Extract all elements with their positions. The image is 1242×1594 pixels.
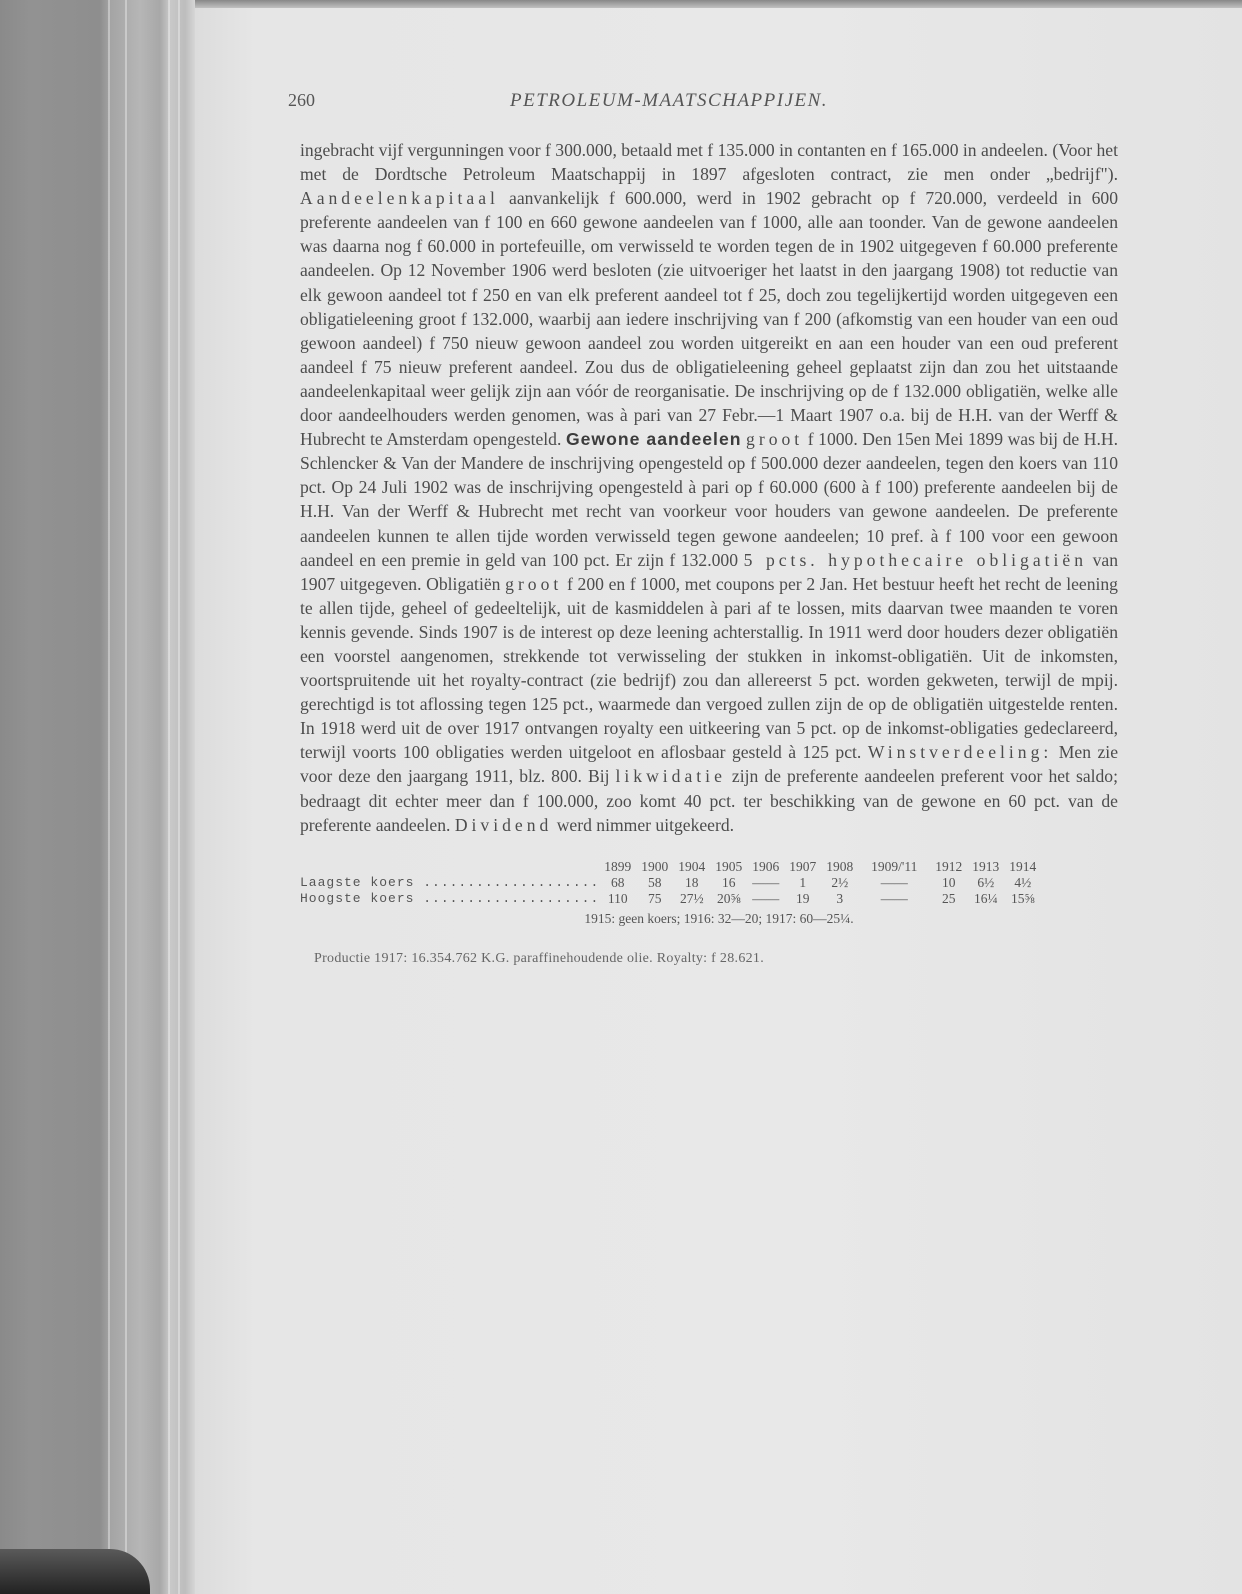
- year-header: 1912: [935, 858, 963, 874]
- page-edge-line: [125, 0, 127, 1594]
- table-cell: 10: [942, 874, 956, 890]
- table-cell: 27½: [679, 890, 704, 906]
- book-spine-edge: [0, 0, 195, 1594]
- term-aandeelenkapitaal: Aandeelenkapitaal: [300, 188, 499, 209]
- year-header: 1908: [826, 858, 854, 874]
- page-edge-line: [178, 0, 180, 1594]
- text-run: ingebracht vijf vergunningen voor f 300.000, betaald met f 135.000 in contanten en f 165.000 in andeelen. (Voor het met de Dordtsche Petroleum Maatschappij in 1897 afgesloten contract, zie men onder „bedrijf").: [300, 140, 1118, 185]
- page-header: [288, 86, 1118, 126]
- table-cell: 16: [722, 874, 736, 890]
- body-paragraph: [300, 138, 1118, 837]
- text-run: van 1907 uitgegeven. Obligatiën: [300, 549, 1118, 594]
- text-run: Men zie voor deze den jaargang 1911, blz. 800. Bij: [300, 742, 1118, 787]
- table-cell: 15⅝: [1010, 890, 1035, 906]
- text-run: zijn de preferente aandeelen preferent voor het saldo; bedraagt dit echter meer dan f 100.000, zoo komt 40 pct. ter beschikking van de gewone en 60 pct. van de preferente aandeelen.: [300, 766, 1118, 835]
- running-title: PETROLEUM-MAATSCHAPPIJEN.: [510, 90, 829, 111]
- table-cell: 4½: [1014, 874, 1032, 890]
- year-header: 1905: [715, 858, 743, 874]
- term-dividend: Dividend: [454, 814, 553, 835]
- page-edge-line: [108, 0, 110, 1594]
- table-row: [300, 875, 1041, 891]
- year-header: 1913: [972, 858, 1000, 874]
- term-likwidatie: likwidatie: [615, 766, 726, 787]
- table-cell: ——: [752, 890, 780, 906]
- table-cell: 2½: [831, 874, 849, 890]
- koers-table: [300, 859, 1041, 907]
- term-hypothecaire-obligatien: 5 pcts. hypothecaire obligatiën: [743, 549, 1088, 570]
- table-cell: 110: [607, 890, 628, 906]
- table-cell: ——: [752, 874, 780, 890]
- heading-gewone-aandeelen: Gewone aandeelen: [565, 429, 742, 450]
- year-header: 1900: [641, 858, 669, 874]
- table-cell: 20⅝: [716, 890, 741, 906]
- table-cell: ——: [880, 890, 908, 906]
- row-label: Laagste koers ....................: [300, 875, 600, 891]
- term-winstverdeeling: Winstverdeeling:: [867, 742, 1053, 763]
- table-cell: 58: [648, 874, 662, 890]
- production-line: Productie 1917: 16.354.762 K.G. paraffinehoudende olie. Royalty: f 28.621.: [314, 950, 765, 966]
- page-edge-line: [168, 0, 170, 1594]
- text-run: f 200 en f 1000, met coupons per 2 Jan. Het bestuur heeft het recht de leening te allen tijde, geheel of gedeeltelijk, uit de kasmiddelen à pari af te lossen, mits daarvan twee maanden te voren kennis gevende. Sinds 1907 is de interest op deze leening achterstallig. In 1911 werd door houders dezer obligatiën een voorstel aangenomen, strekkende tot verwisseling der stukken in inkomst-obligatiën. Uit de inkomsten, voortspruitende uit het royalty-contract (zie bedrijf) zou dan allereerst 5 pct. worden gekweten, terwijl de mpij. gerechtigd is tot aflossing tegen 125 pct., waarmede dan vergoed zullen zijn de op de obligatiën uitgestelde renten. In 1918 werd uit de over 1917 ontvangen royalty een uitkeering van 5 pct. op de inkomst-obligaties gedeclareerd, terwijl voorts 100 obligaties werden uitgeloot en aflosbaar gesteld à 125 pct.: [300, 573, 1118, 763]
- table-cell: 3: [836, 890, 844, 906]
- book-cover-shadow: [0, 1549, 150, 1594]
- table-cell: 18: [685, 874, 699, 890]
- table-cell: 16¼: [973, 890, 998, 906]
- text-run: werd nimmer uitgekeerd.: [552, 814, 735, 835]
- table-cell: 25: [942, 890, 956, 906]
- text-run: f 1000. Den 15en Mei 1899 was bij de H.H. Schlencker & Van der Mandere de inschrijving opengesteld op f 500.000 dezer aandeelen, tegen den koers van 110 pct. Op 24 Juli 1902 was de inschrijving opengesteld à pari op f 60.000 (600 à f 100) preferente aandeelen bij de H.H. Van der Werff & Hubrecht met recht van voorkeur voor houders van gewone aandeelen. De preferente aandeelen kunnen te allen tijde worden verwisseld tegen gewone aandeelen; 10 pref. à f 100 voor een gewoon aandeel en een premie in geld van 100 pct. Er zijn f 132.000: [300, 429, 1118, 570]
- page-number: 260: [288, 90, 315, 110]
- term-groot: groot: [505, 573, 563, 594]
- table-cell: 68: [611, 874, 625, 890]
- table-corner: [300, 859, 599, 875]
- row-label: Hoogste koers ....................: [300, 891, 600, 907]
- table-cell: 19: [796, 890, 810, 906]
- text-run: aanvankelijk f 600.000, werd in 1902 gebracht op f 720.000, verdeeld in 600 preferente aandeelen van f 100 en 660 gewone aandeelen van f 1000, alle aan toonder. Van de gewone aandeelen was daarna nog f 60.000 in portefeuille, om verwisseld te worden tegen de in 1902 uitgegeven f 60.000 preferente aandeelen. Op 12 November 1906 werd besloten (zie uitvoeriger het laatst in den jaargang 1908) tot reductie van elk gewoon aandeel tot f 250 en van elk preferent aandeel tot f 25, doch zou tegelijkertijd worden uitgegeven een obligatieleening groot f 132.000, waarbij aan iedere inschrijving van f 200 (afkomstig van een houder van een oud gewoon aandeel) f 750 nieuw gewoon aandeel zou worden uitgereikt en aan een houder van een oud preferent aandeel f 75 nieuw preferent aandeel. Zou dus de obligatieleening geheel geplaatst zijn dan zou het uitstaande aandeelenkapitaal weer gelijk zijn aan vóór de reorganisatie. De inschrijving op de f 132.000 obligatiën, welke alle door aandeelhouders werden genomen, was à pari van 27 Febr.—1 Maart 1907 o.a. bij de H.H. van der Werff & Hubrecht te Amsterdam opengesteld.: [300, 188, 1118, 450]
- term-groot: groot: [746, 429, 804, 450]
- year-header: 1907: [789, 858, 817, 874]
- page-content: [288, 86, 1118, 967]
- year-header: 1914: [1009, 858, 1037, 874]
- table-cell: ——: [880, 874, 908, 890]
- year-header: 1899: [604, 858, 632, 874]
- year-header: 1906: [752, 858, 780, 874]
- year-header: 1909/'11: [871, 858, 918, 874]
- koers-note: 1915: geen koers; 1916: 32—20; 1917: 60—25¼.: [584, 910, 854, 926]
- year-header: 1904: [678, 858, 706, 874]
- table-cell: 6½: [977, 874, 995, 890]
- table-cell: 75: [648, 890, 662, 906]
- table-header-row: [300, 859, 1041, 875]
- table-cell: 1: [799, 874, 807, 890]
- table-row: [300, 891, 1041, 907]
